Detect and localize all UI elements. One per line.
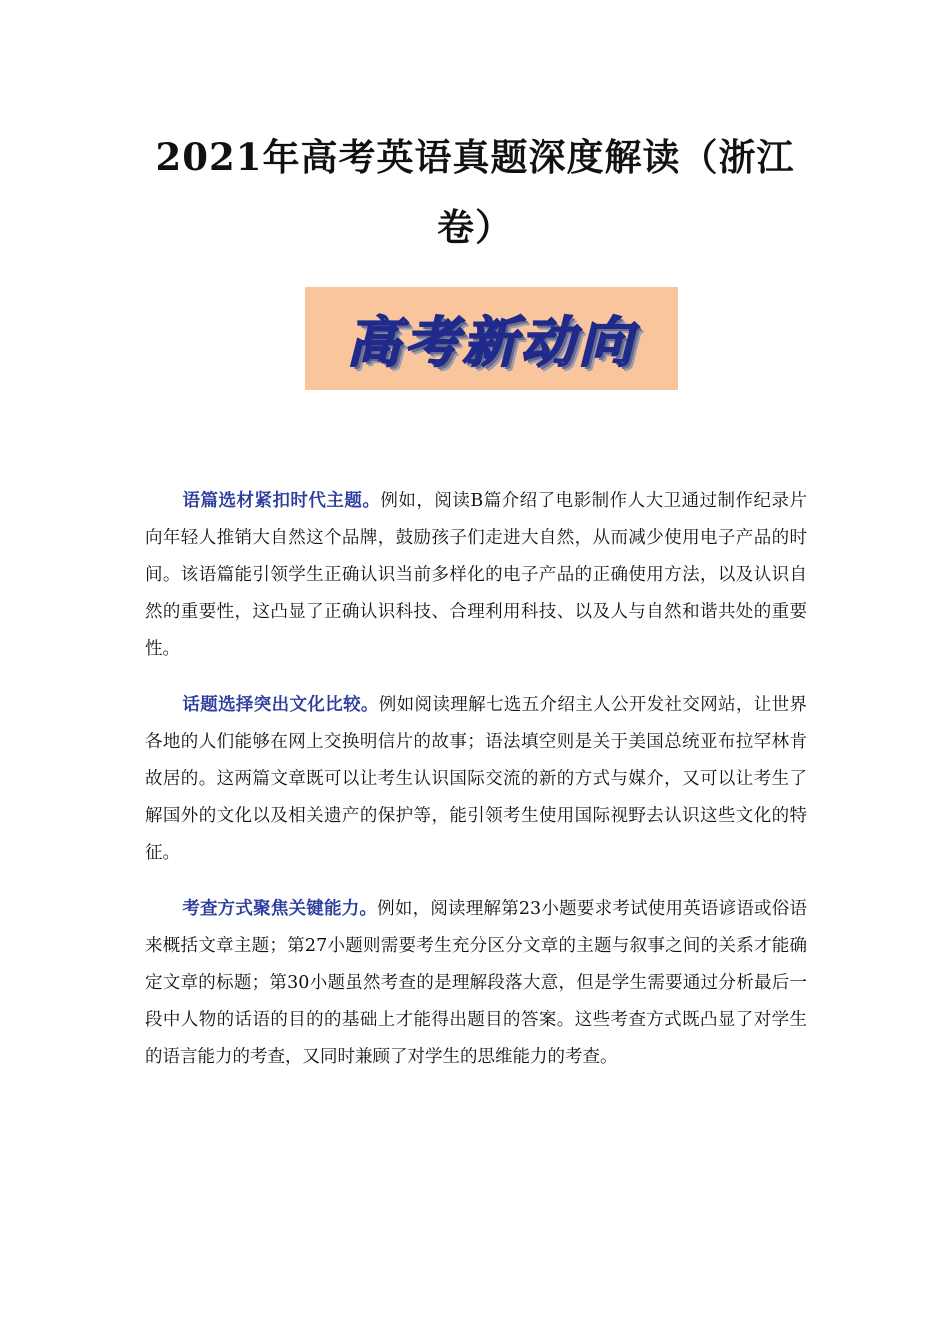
banner-text: 高考新动向 (346, 310, 637, 374)
paragraph-lead: 考查方式聚焦关键能力。 (182, 899, 378, 919)
paragraph-lead: 话题选择突出文化比较。 (182, 695, 379, 715)
paragraph-lead: 语篇选材紧扣时代主题。 (182, 491, 381, 511)
paragraph-body: 例如，阅读理解第23小题要求考试使用英语谚语或俗语来概括文章主题；第27小题则需要考生充分区分文章的主题与叙事之间的关系才能确定文章的标题；第30小题虽然考查的是理解段落大意，但是学生需要通过分析最后一段中人物的话语的目的的基础上才能得出题目的答案。这些考查方式既凸显了对学生的语言能力的考查，又同时兼顾了对学生的思维能力的考查。 (145, 899, 807, 1067)
paragraph-body: 例如阅读理解七选五介绍主人公开发社交网站，让世界各地的人们能够在网上交换明信片的故事；语法填空则是关于美国总统亚布拉罕林肯故居的。这两篇文章既可以让考生认识国际交流的新的方式与媒介，又可以让考生了解国外的文化以及相关遗产的保护等，能引领考生使用国际视野去认识这些文化的特征。 (145, 695, 808, 863)
banner-image (305, 287, 678, 390)
paragraph-cultural-comparison (145, 687, 807, 872)
page-title: 2021年高考英语真题深度解读（浙江卷） (155, 135, 795, 249)
paragraph-body: 例如，阅读B篇介绍了电影制作人大卫通过制作纪录片向年轻人推销大自然这个品牌，鼓励孩子们走进大自然，从而减少使用电子产品的时间。该语篇能引领学生正确认识当前多样化的电子产品的正确使用方法，以及认识自然的重要性，这凸显了正确认识科技、合理利用科技、以及人与自然和谐共处的重要性。 (145, 491, 808, 659)
paragraph-topic-selection (145, 483, 807, 668)
paragraph-key-abilities (145, 891, 807, 1076)
